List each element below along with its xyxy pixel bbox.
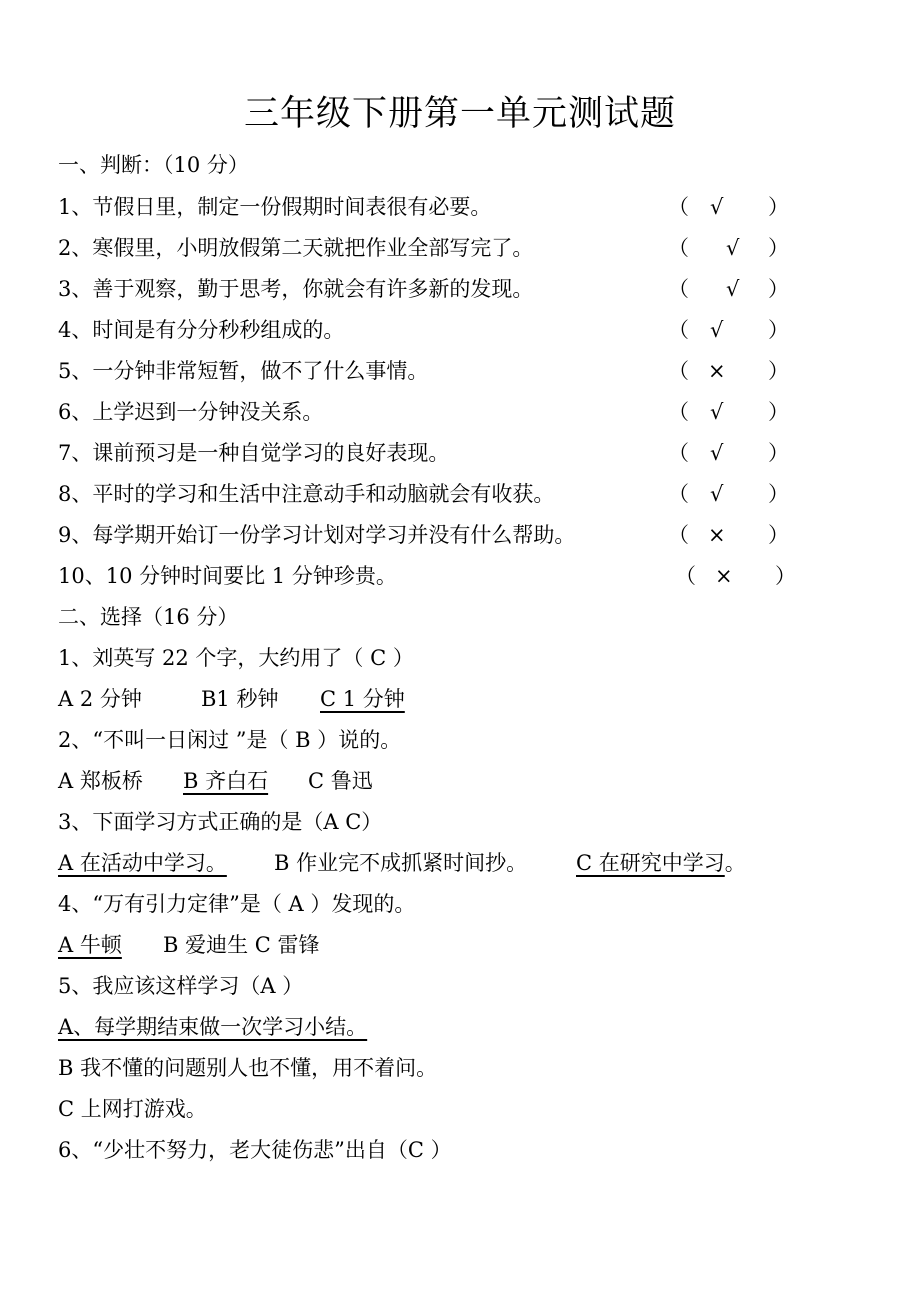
option-b-c: B 爱迪生 C 雷锋	[163, 933, 320, 957]
judgement-item-9: 9、每学期开始订一份学习计划对学习并没有什么帮助。 （ × ）	[58, 520, 818, 550]
option-b-underlined: B 齐白石	[183, 769, 269, 793]
exam-title: 三年级下册第一单元测试题	[243, 94, 676, 134]
option-c: C 上网打游戏。	[58, 1097, 207, 1121]
judgement-item-4: 4、时间是有分分秒秒组成的。 （ √ ）	[58, 315, 818, 345]
choice-question-1: 1、刘英写 22 个字，大约用了（ C ）	[58, 646, 414, 670]
option-c-underlined: C 在研究中学习	[576, 851, 725, 875]
choice-options-2	[58, 766, 558, 796]
judgement-item-5: 5、一分钟非常短暂，做不了什么事情。 （ × ）	[58, 356, 818, 386]
judgement-item-3: 3、善于观察，勤于思考，你就会有许多新的发现。 （ √ ）	[58, 274, 818, 304]
option-c-wrapper	[576, 848, 746, 878]
judgement-item-text: 2、寒假里，小明放假第二天就把作业全部写完了。	[58, 236, 534, 260]
section2-heading: 二、选择（16 分）	[58, 605, 239, 629]
choice-question-2: 2、“不叫一日闲过 ”是（ B ）说的。	[58, 728, 402, 752]
option-b: B1 秒钟	[201, 687, 279, 711]
choice-options-3	[58, 848, 818, 878]
judgement-item-text: 4、时间是有分分秒秒组成的。	[58, 318, 345, 342]
judgement-item-2: 2、寒假里，小明放假第二天就把作业全部写完了。 （ √ ）	[58, 233, 818, 263]
judgement-item-6: 6、上学迟到一分钟没关系。 （ √ ）	[58, 397, 818, 427]
judgement-item-1: 1、节假日里，制定一份假期时间表很有必要。 （ √ ）	[58, 192, 818, 222]
judgement-item-text: 1、节假日里，制定一份假期时间表很有必要。	[58, 195, 492, 219]
judgement-item-text: 7、课前预习是一种自觉学习的良好表现。	[58, 441, 450, 465]
choice-question-3: 3、下面学习方式正确的是（A C）	[58, 810, 383, 834]
answer-mark: √	[710, 441, 724, 465]
answer-mark: ×	[708, 359, 726, 383]
judgement-item-8: 8、平时的学习和生活中注意动手和动脑就会有收获。 （ √ ）	[58, 479, 818, 509]
judgement-item-text: 5、一分钟非常短暂，做不了什么事情。	[58, 359, 429, 383]
judgement-item-7: 7、课前预习是一种自觉学习的良好表现。 （ √ ）	[58, 438, 818, 468]
judgement-item-text: 9、每学期开始订一份学习计划对学习并没有什么帮助。	[58, 523, 576, 547]
choice-question-4: 4、“万有引力定律”是（ A ）发现的。	[58, 892, 416, 916]
option-a-underlined: A 牛顿	[58, 933, 122, 957]
choice-options-4	[58, 930, 558, 960]
option-c: C 鲁迅	[308, 769, 373, 793]
answer-mark: √	[710, 195, 724, 219]
option-b: B 我不懂的问题别人也不懂，用不着问。	[58, 1056, 438, 1080]
answer-mark: √	[710, 318, 724, 342]
answer-mark: √	[710, 400, 724, 424]
answer-mark: √	[710, 482, 724, 506]
option-b: B 作业完不成抓紧时间抄。	[274, 851, 528, 875]
section1-heading: 一、判断：（10 分）	[58, 153, 249, 177]
choice-question-6: 6、“少壮不努力，老大徒伤悲”出自（C ）	[58, 1138, 452, 1162]
option-a: A 郑板桥	[58, 769, 143, 793]
judgement-item-text: 8、平时的学习和生活中注意动手和动脑就会有收获。	[58, 482, 555, 506]
judgement-item-10: 10、10 分钟时间要比 1 分钟珍贵。 （ × ）	[58, 561, 838, 591]
judgement-item-text: 3、善于观察，勤于思考，你就会有许多新的发现。	[58, 277, 534, 301]
judgement-item-text: 10、10 分钟时间要比 1 分钟珍贵。	[58, 564, 397, 588]
choice-options-1	[58, 684, 558, 714]
choice-question-5: 5、我应该这样学习（A ）	[58, 974, 304, 998]
option-c-period: 。	[724, 851, 746, 875]
answer-mark: ×	[715, 564, 733, 588]
answer-mark: ×	[708, 523, 726, 547]
judgement-item-text: 6、上学迟到一分钟没关系。	[58, 400, 324, 424]
option-a-underlined: A、每学期结束做一次学习小结。	[58, 1015, 368, 1039]
option-a: A 2 分钟	[58, 687, 142, 711]
option-c-underlined: C 1 分钟	[320, 687, 405, 711]
option-a-underlined: A 在活动中学习。	[58, 851, 227, 875]
answer-mark: √	[726, 277, 740, 301]
answer-mark: √	[726, 236, 740, 260]
